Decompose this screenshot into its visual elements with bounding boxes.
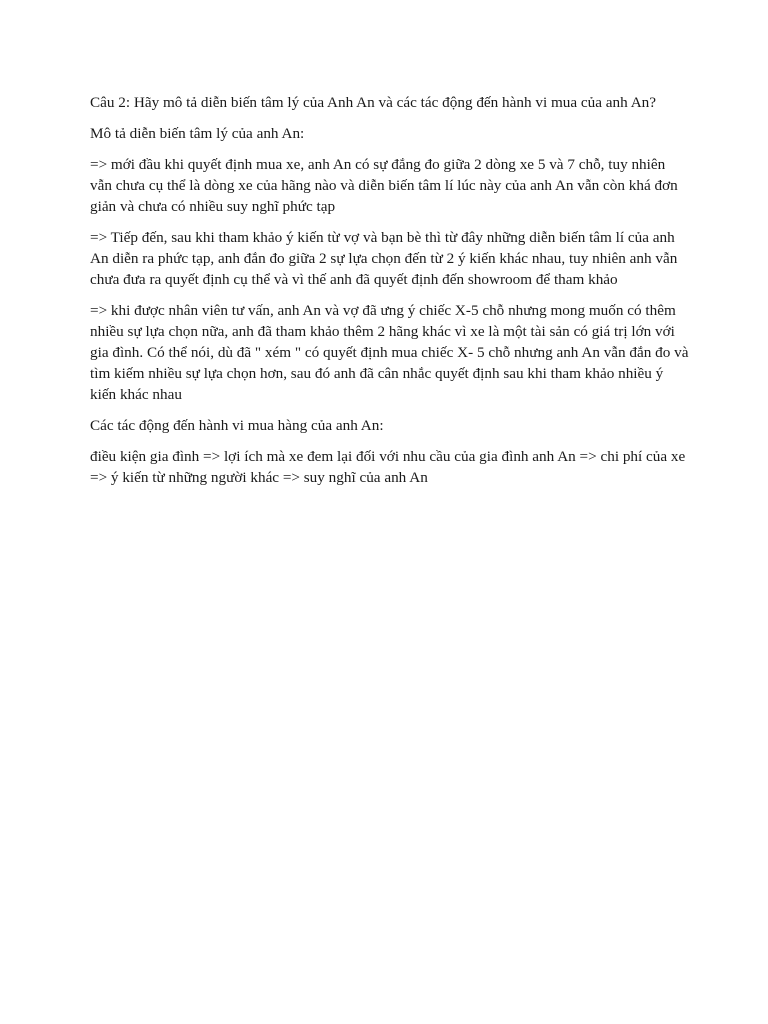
paragraph-showroom-stage: => khi được nhân viên tư vấn, anh An và vợ đã ưng ý chiếc X-5 chỗ nhưng mong muốn có thêm nhiều sự lựa chọn nữa, anh đã tham khảo thêm 2 hãng khác vì xe là một tài sản có giá trị lớn với gia đình. Có thể nói, dù đã " xém " có quyết định mua chiếc X- 5 chỗ nhưng anh An vẫn đắn đo và tìm kiếm nhiều sự lựa chọn hơn, sau đó anh đã cân nhắc quyết định sau khi tham khảo nhiều ý kiến khác nhau	[90, 302, 689, 403]
paragraph-factors-chain: điều kiện gia đình => lợi ích mà xe đem lại đối với nhu cầu của gia đình anh An => chi phí của xe => ý kiến từ những người khác => suy nghĩ của anh An	[90, 448, 686, 486]
section-heading-factors: Các tác động đến hành vi mua hàng của anh An:	[90, 417, 384, 434]
paragraph-initial-stage: => mới đầu khi quyết định mua xe, anh An có sự đắng đo giữa 2 dòng xe 5 và 7 chỗ, tuy nhiên vẫn chưa cụ thể là dòng xe của hãng nào và diễn biến tâm lí lúc này của anh An vẫn còn khá đơn giản và chưa có nhiều suy nghĩ phức tạp	[90, 156, 678, 215]
paragraph-consultation-stage: => Tiếp đến, sau khi tham khảo ý kiến từ vợ và bạn bè thì từ đây những diễn biến tâm lí của anh An diễn ra phức tạp, anh đắn đo giữa 2 sự lựa chọn đến từ 2 ý kiến khác nhau, tuy nhiên anh vẫn chưa đưa ra quyết định cụ thể và vì thế anh đã quyết định đến showroom để tham khảo	[90, 229, 678, 288]
question-heading: Câu 2: Hãy mô tả diễn biến tâm lý của Anh An và các tác động đến hành vi mua của anh An?	[90, 94, 656, 111]
section-heading-psychology: Mô tả diễn biến tâm lý của anh An:	[90, 125, 305, 142]
document-body	[90, 92, 690, 498]
